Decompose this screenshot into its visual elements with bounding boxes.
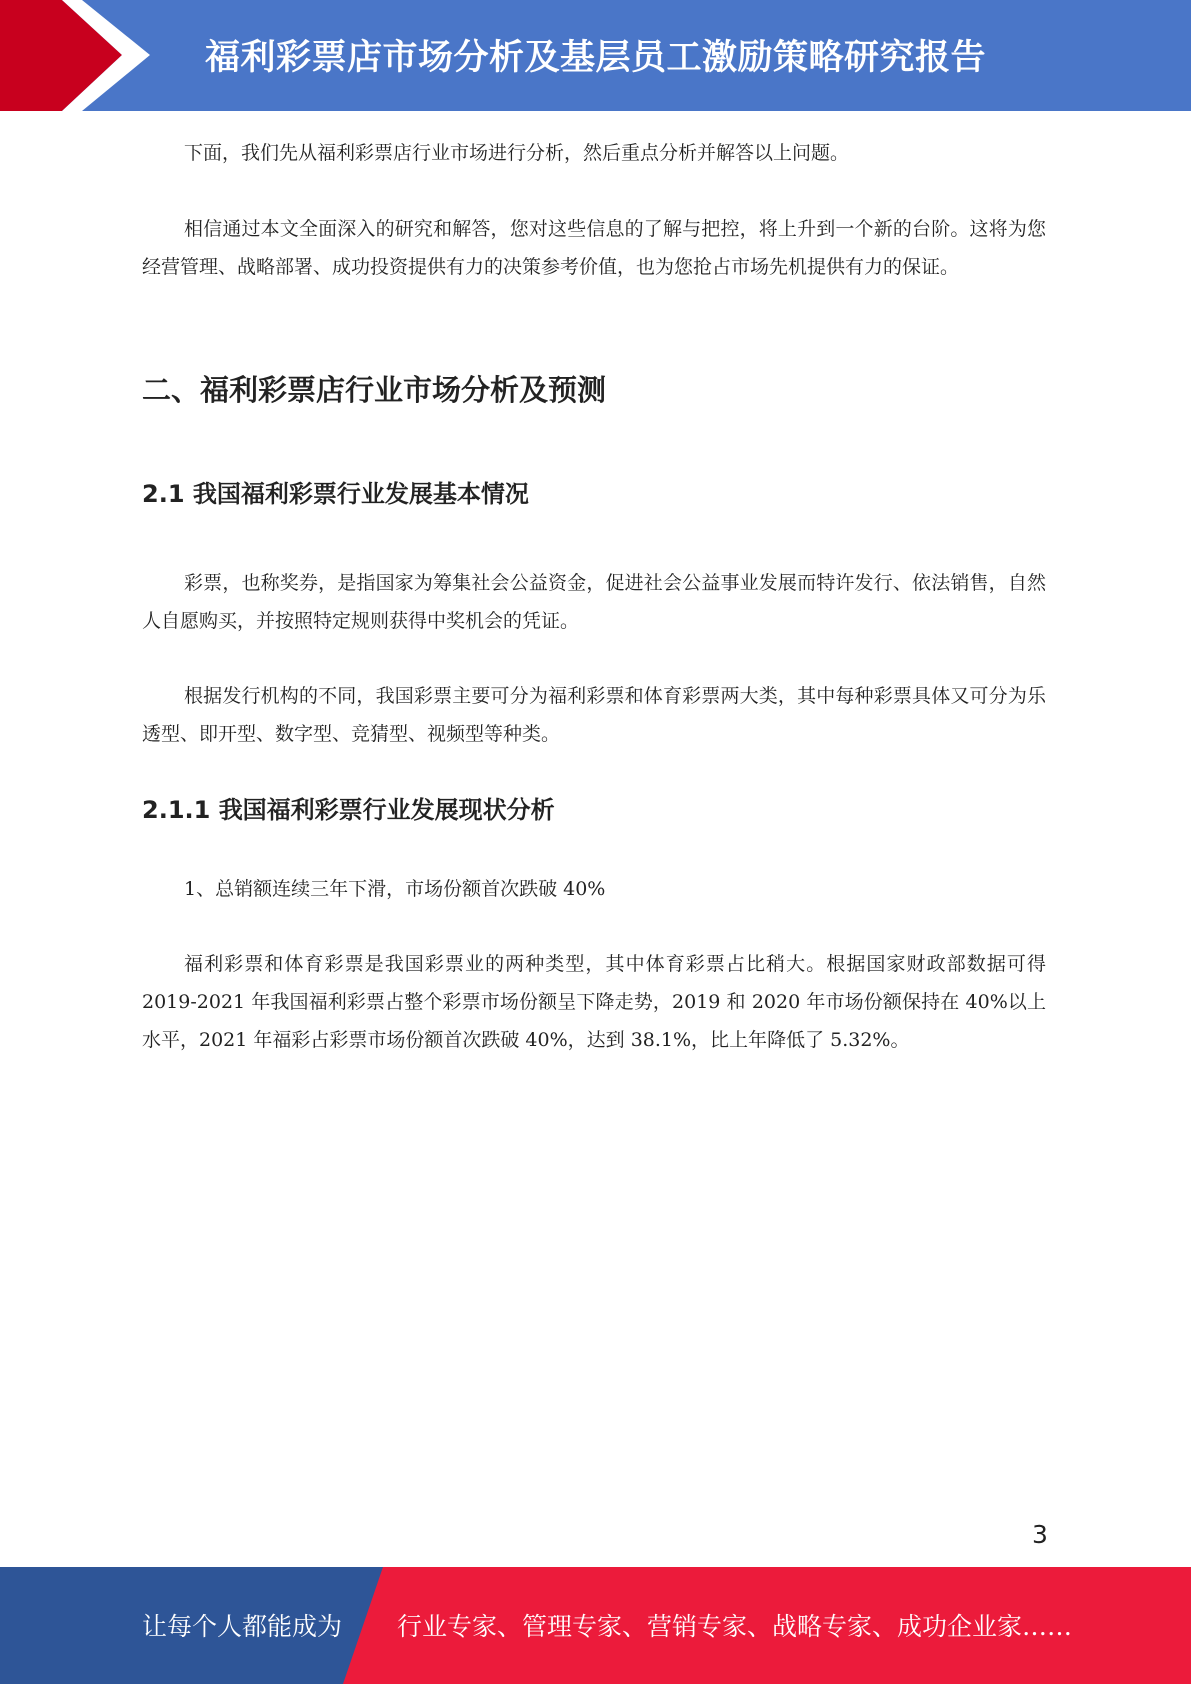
subsection-title: 2.1 我国福利彩票行业发展基本情况 [142,480,529,508]
point-1-paragraph [142,870,1046,908]
section-title: 二、福利彩票店行业市场分析及预测 [142,373,607,407]
footer-slogan-right: 行业专家、管理专家、营销专家、战略专家、成功企业家…… [397,1612,1073,1641]
section-heading [142,368,1046,409]
lottery-types-paragraph [142,677,1046,753]
intro-paragraph-2 [142,210,1046,286]
paragraph: 相信通过本文全面深入的研究和解答，您对这些信息的了解与把控，将上升到一个新的台阶。这将为您经营管理、战略部署、成功投资提供有力的决策参考价值，也为您抢占市场先机提供有力的保证。 [142,218,1046,278]
paragraph: 根据发行机构的不同，我国彩票主要可分为福利彩票和体育彩票两大类，其中每种彩票具体又可分为乐透型、即开型、数字型、竞猜型、视频型等种类。 [142,685,1046,745]
paragraph: 彩票，也称奖券，是指国家为筹集社会公益资金，促进社会公益事业发展而特许发行、依法销售，自然人自愿购买，并按照特定规则获得中奖机会的凭证。 [142,572,1046,632]
intro-paragraph-1 [142,134,1046,172]
page-number: 3 [1032,1520,1048,1549]
footer-slogan-left: 让每个人都能成为 [142,1612,343,1641]
paragraph: 福利彩票和体育彩票是我国彩票业的两种类型，其中体育彩票占比稍大。根据国家财政部数据可得 2019-2021 年我国福利彩票占整个彩票市场份额呈下降走势，2019 和 2020 年市场份额保持在 40%以上水平，2021 年福彩占彩票市场份额首次跌破 40%，达到 38.1%，比上年降低了 5.32%。 [142,953,1046,1051]
subsection-heading-2-1 [142,474,1046,509]
footer-banner [0,1567,1191,1684]
paragraph: 下面，我们先从福利彩票店行业市场进行分析，然后重点分析并解答以上问题。 [184,142,850,164]
market-share-paragraph [142,945,1046,1059]
subsection-heading-2-1-1 [142,790,1046,825]
report-title: 福利彩票店市场分析及基层员工激励策略研究报告 [205,38,987,78]
lottery-definition-paragraph [142,564,1046,640]
header-banner [0,0,1191,111]
header-red-chevron [0,0,122,111]
paragraph: 1、总销额连续三年下滑，市场份额首次跌破 40% [184,878,606,900]
subsection-title: 2.1.1 我国福利彩票行业发展现状分析 [142,796,555,824]
